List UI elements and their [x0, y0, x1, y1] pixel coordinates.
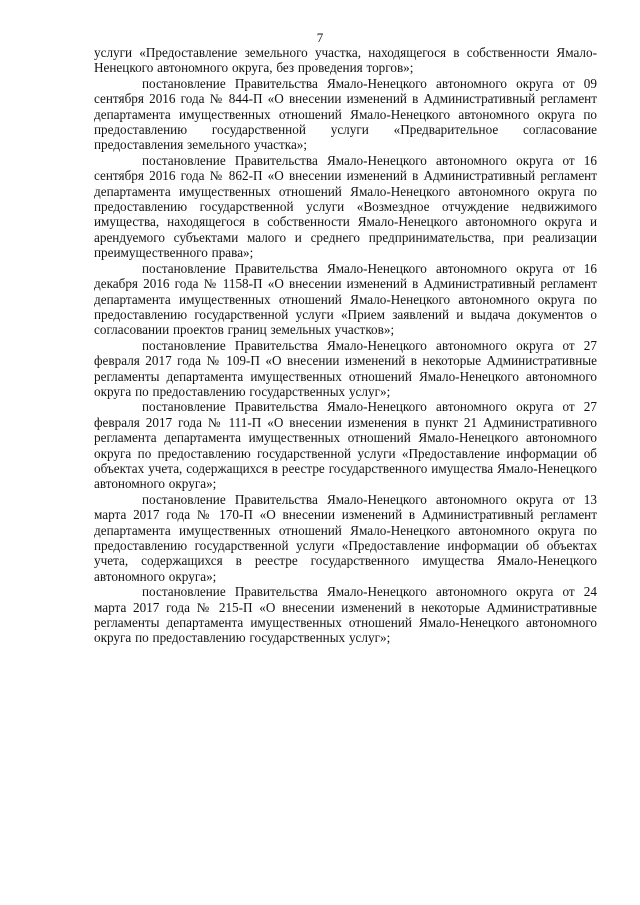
paragraph-resolution-862: постановление Правительства Ямало-Ненецкого автономного округа от 16 сентября 2016 года № 862-П «О внесении изменений в Административный регламент департамента имущественных отношений Ямало-Ненецкого автономного округа по предоставлению государственной услуги «Возмездное отчуждение недвижимого имущества, находящегося в собственности Ямало-Ненецкого автономного округа и арендуемого субъектами малого и среднего предпринимательства, при реализации преимущественного права»;: [94, 152, 597, 261]
paragraph-resolution-170: постановление Правительства Ямало-Ненецкого автономного округа от 13 марта 2017 года № 170-П «О внесении изменений в Административный регламент департамента имущественных отношений Ямало-Ненецкого автономного округа по предоставлению государственной услуги «Предоставление информации об объектах учета, содержащихся в реестре государственного имущества Ямало-Ненецкого автономного округа»;: [94, 491, 597, 584]
paragraph-resolution-844: постановление Правительства Ямало-Ненецкого автономного округа от 09 сентября 2016 года № 844-П «О внесении изменений в Административный регламент департамента имущественных отношений Ямало-Ненецкого автономного округа по предоставлению государственной услуги «Предварительное согласование предоставления земельного участка»;: [94, 75, 597, 153]
paragraph-continuation: услуги «Предоставление земельного участка, находящегося в собственности Ямало-Ненецкого автономного округа, без проведения торгов»;: [94, 45, 597, 76]
paragraph-resolution-215: постановление Правительства Ямало-Ненецкого автономного округа от 24 марта 2017 года № 215-П «О внесении изменений в некоторые Административные регламенты департамента имущественных отношений Ямало-Ненецкого автономного округа по предоставлению государственных услуг»;: [94, 584, 597, 646]
page-number: 7: [316, 30, 324, 45]
document-body: [94, 45, 597, 646]
paragraph-resolution-1158: постановление Правительства Ямало-Ненецкого автономного округа от 16 декабря 2016 года № 1158-П «О внесении изменений в Административный регламент департамента имущественных отношений Ямало-Ненецкого автономного округа по предоставлению государственной услуги «Прием заявлений и выдача документов о согласовании проектов границ земельных участков»;: [94, 260, 597, 338]
paragraph-resolution-111: постановление Правительства Ямало-Ненецкого автономного округа от 27 февраля 2017 года № 111-П «О внесении изменения в пункт 21 Административного регламента департамента имущественных отношений Ямало-Ненецкого автономного округа по предоставлению государственной услуги «Предоставление информации об объектах учета, содержащихся в реестре государственного имущества Ямало-Ненецкого автономного округа»;: [94, 399, 597, 492]
paragraph-resolution-109: постановление Правительства Ямало-Ненецкого автономного округа от 27 февраля 2017 года № 109-П «О внесении изменений в некоторые Административные регламенты департамента имущественных отношений Ямало-Ненецкого автономного округа по предоставлению государственных услуг»;: [94, 337, 597, 399]
